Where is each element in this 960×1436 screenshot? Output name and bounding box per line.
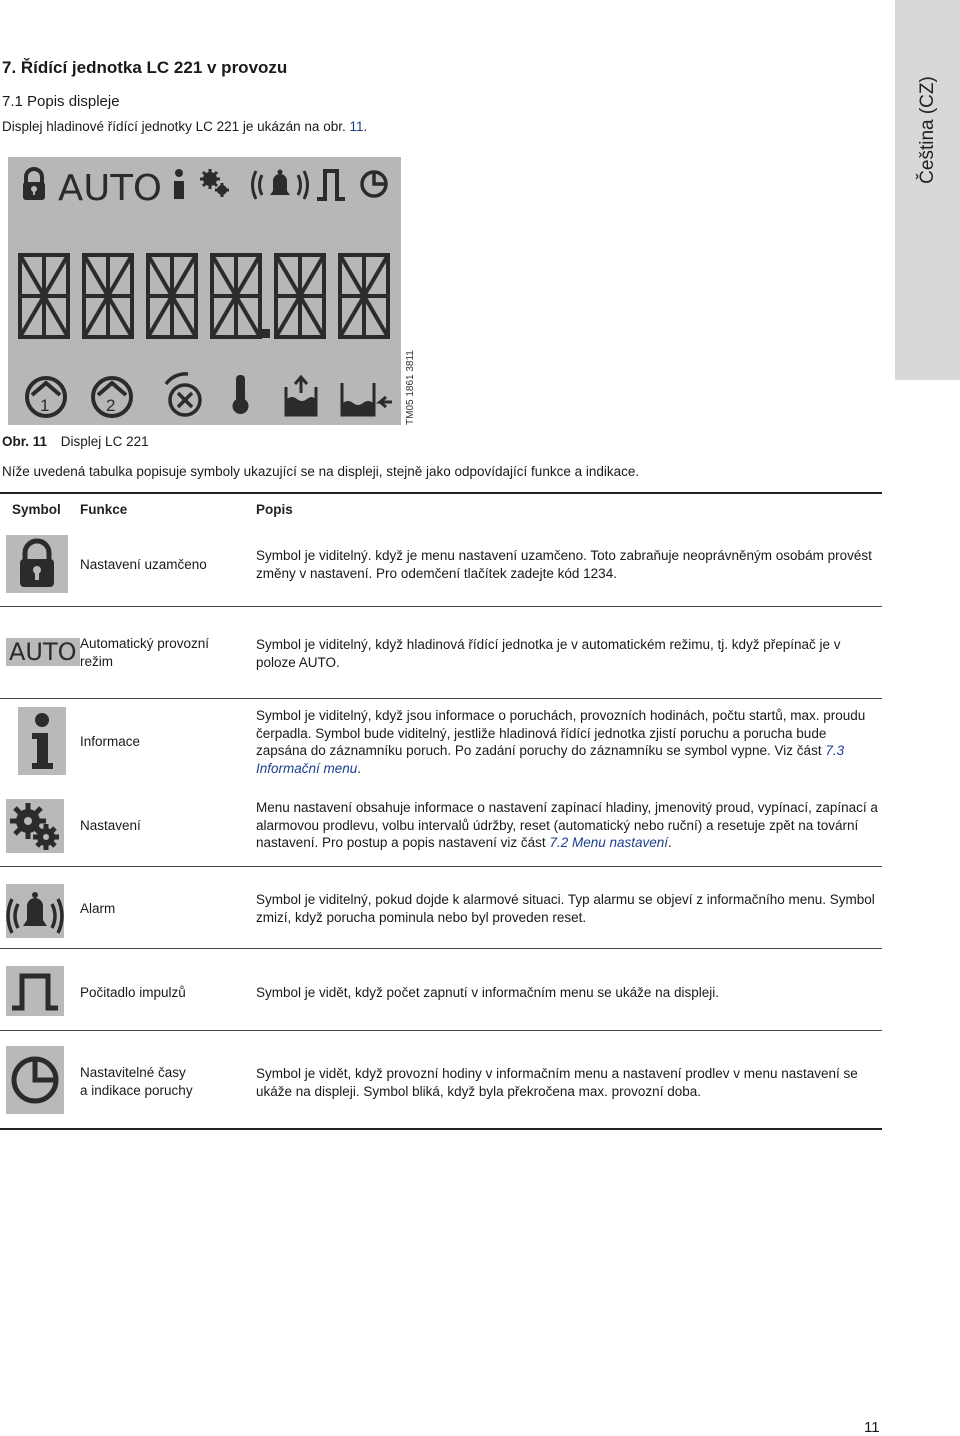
description-text: Symbol je vidět, když počet zapnutí v informačním menu se ukáže na displeji.	[256, 985, 719, 1000]
display-pulse-icon	[317, 171, 345, 199]
function-text: Alarm	[80, 901, 116, 916]
table-header	[0, 492, 882, 530]
info-menu-link[interactable]: 7.3 Informační menu	[256, 743, 845, 776]
description-text: Symbol je vidět, když provozní hodiny v informačním menu a nastavení prodlev v menu nastavení se ukáže na displeji. Symbol bliká, když byla překročena max. provozní doba.	[256, 1066, 858, 1099]
table-row	[0, 606, 882, 699]
function-line-1: Nastavitelné časy	[80, 1065, 186, 1080]
header-function: Funkce	[80, 502, 128, 517]
table-row	[0, 1030, 882, 1130]
display-pump-fault-icon	[166, 374, 200, 415]
function-line-2: a indikace poruchy	[80, 1083, 193, 1098]
alarm-icon	[6, 884, 64, 938]
intro-paragraph	[2, 119, 367, 134]
function-text: Počitadlo impulzů	[80, 985, 186, 1000]
intro-end: .	[363, 119, 368, 134]
display-lock-icon	[23, 169, 45, 200]
description-text: Symbol je viditelný, když hladinová řídící jednotka je v automatickém režimu, tj. když přepínač je v poloze AUTO.	[256, 637, 841, 670]
description-body: Menu nastavení obsahuje informace o nastavení zapínací hladiny, jmenovitý proud, vypínací, zapínací a alarmovou prodlevu, volbu intervalů údržby, reset (automatický nebo ruční) a resetuje zpět na tovární nastavení. Pro postup a popis nastavení viz část	[256, 800, 878, 850]
description-text: Symbol je viditelný. když je menu nastavení uzamčeno. Toto zabraňuje neoprávněným osobám provést změny v nastavení. Pro odemčení tlačítek zadejte kód 1234.	[256, 548, 872, 581]
caption-label: Obr. 11	[2, 434, 48, 449]
language-tab-label: Čeština (CZ)	[916, 76, 938, 184]
function-text: Nastavení	[80, 818, 141, 833]
description-end: .	[357, 760, 362, 776]
header-symbol: Symbol	[12, 502, 61, 517]
display-tank-level-icon	[342, 383, 392, 415]
function-text	[80, 1064, 193, 1100]
function-text: Automatický provozní režim	[80, 636, 210, 669]
language-tab	[895, 0, 960, 380]
display-alarm-icon	[253, 170, 308, 200]
subsection-heading: 7.1 Popis displeje	[2, 93, 120, 110]
figure-reference-link[interactable]: 11	[349, 119, 364, 134]
figure-caption	[2, 434, 149, 449]
header-description: Popis	[256, 502, 293, 517]
table-row	[0, 790, 882, 867]
display-clock-icon	[362, 172, 386, 196]
display-digits	[20, 255, 388, 337]
lock-icon	[6, 535, 68, 593]
table-lead-text: Níže uvedená tabulka popisuje symboly ukazující se na displeji, stejně jako odpovídající funkce a indikace.	[2, 464, 640, 479]
description-text	[256, 707, 881, 777]
lcd-display	[8, 157, 401, 425]
function-text: Informace	[80, 734, 141, 749]
display-info-icon	[174, 169, 184, 199]
intro-text: Displej hladinové řídící jednotky LC 221 je ukázán na obr.	[2, 119, 346, 134]
description-text: Symbol je viditelný, pokud dojde k alarmové situaci. Typ alarmu se objeví z informačního menu. Symbol zmizí, když porucha pominula nebo byl proveden reset.	[256, 892, 875, 925]
display-auto-text: AUTO	[58, 168, 162, 209]
settings-icon	[6, 799, 64, 853]
svg-text:2: 2	[106, 396, 116, 415]
display-tank-fill-icon	[286, 377, 316, 415]
settings-menu-link[interactable]: 7.2 Menu nastavení	[549, 835, 669, 850]
pulse-counter-icon	[6, 966, 64, 1016]
table-row	[0, 866, 882, 949]
page-number: 11	[864, 1419, 880, 1436]
description-text	[256, 799, 881, 852]
auto-icon: AUTO	[6, 638, 80, 666]
display-thermometer-icon	[233, 375, 249, 414]
description-end: .	[668, 835, 672, 850]
clock-icon	[6, 1046, 64, 1114]
display-settings-icon	[200, 169, 229, 197]
caption-text: Displej LC 221	[60, 434, 149, 449]
description-body: Symbol je viditelný, když jsou informace o poruchách, provozních hodinách, počtu startů, max. proudu čerpadla. Symbol bude viditelný, jestliže hladinová řídící jednotka zjistí poruchu a porucha bude zapsána do záznamníku poruch. Po zadání poruchy do záznamníku se symbol vypne. Viz část	[256, 708, 866, 758]
table-row	[0, 528, 882, 607]
info-icon	[18, 707, 66, 775]
table-row	[0, 698, 882, 790]
svg-text:1: 1	[40, 396, 50, 415]
figure-code: TM05 1861 3811	[405, 350, 416, 425]
section-heading: 7. Řídící jednotka LC 221 v provozu	[2, 58, 288, 77]
table-row	[0, 948, 882, 1031]
function-text: Nastavení uzamčeno	[80, 557, 207, 572]
